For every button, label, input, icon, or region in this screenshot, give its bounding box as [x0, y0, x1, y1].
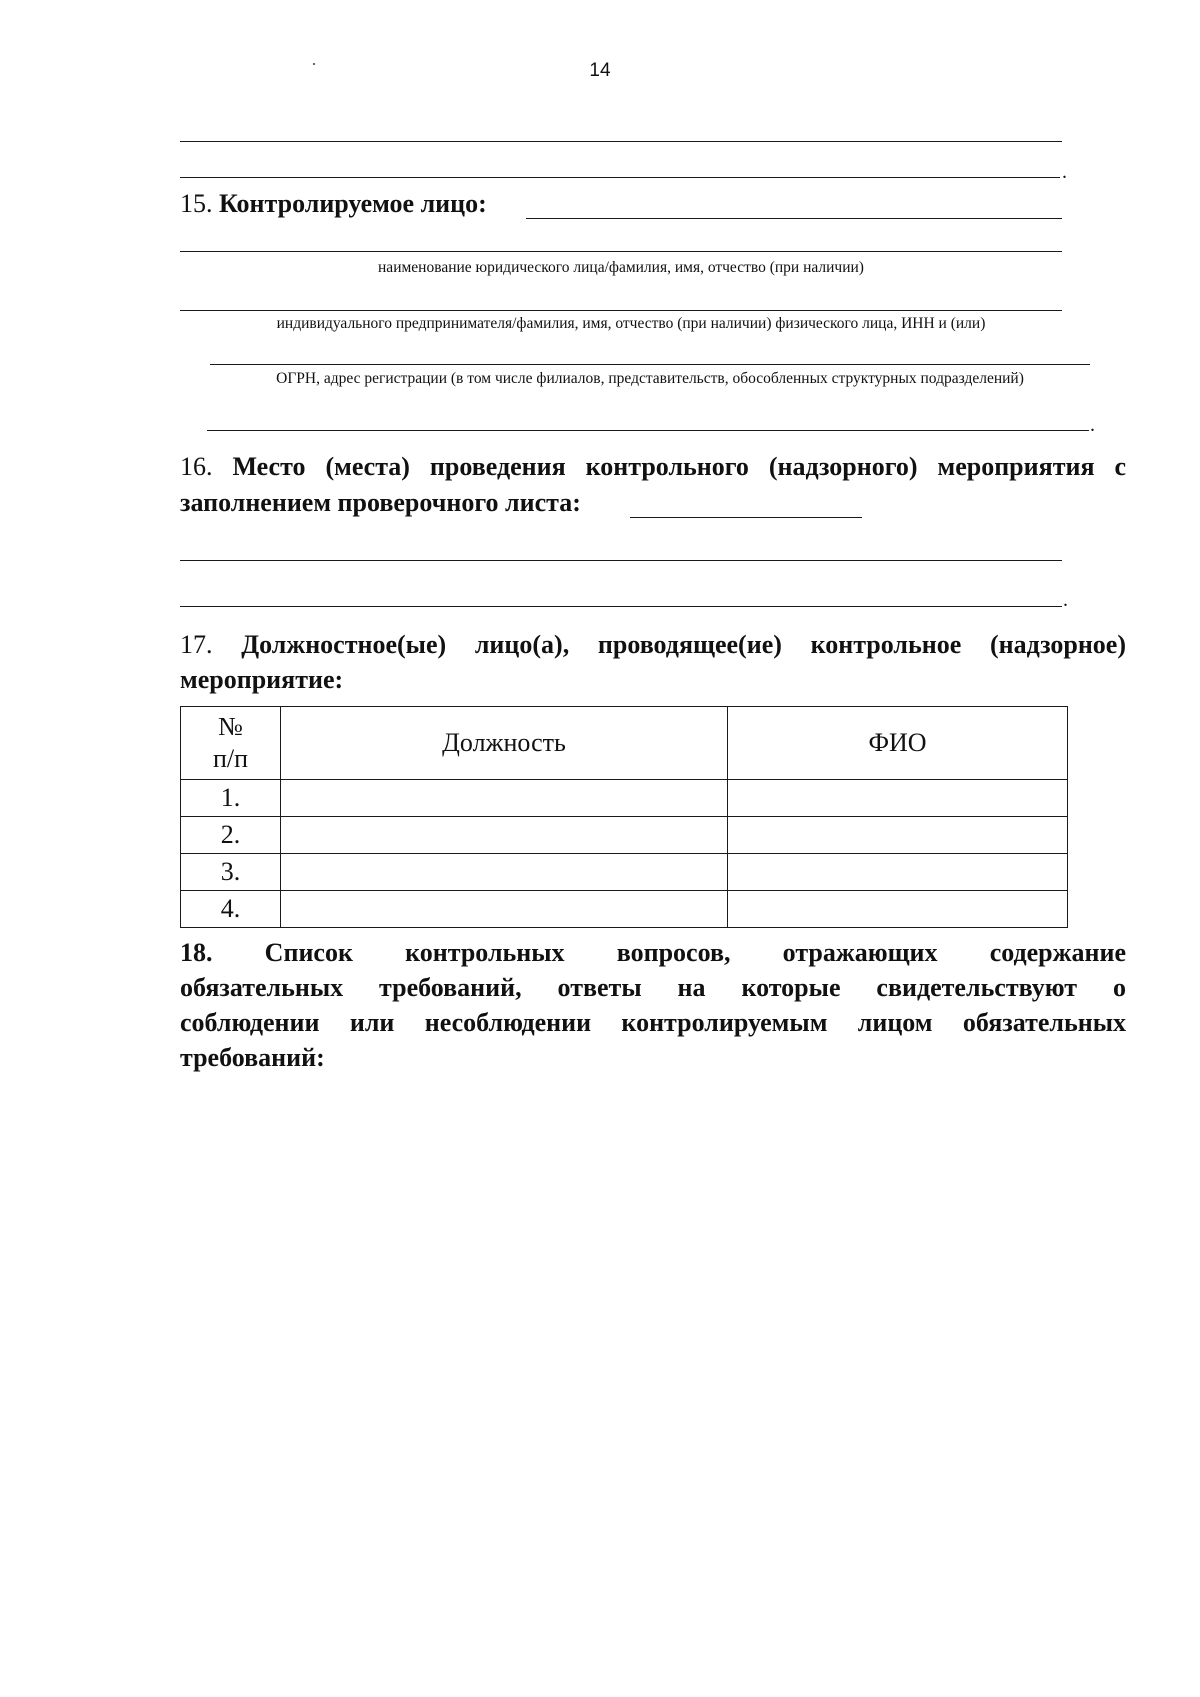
blank-line [180, 177, 1060, 178]
row-number: 2. [181, 817, 281, 854]
item18-text-line3: соблюдении или несоблюдении контролируемым лицом обязательных [180, 1008, 1126, 1037]
item17-text-line1: Должностное(ые) лицо(а), проводящее(ие) контрольное (надзорное) [241, 630, 1126, 659]
item18-heading-line4 [180, 1040, 325, 1076]
header-name: ФИО [728, 707, 1068, 780]
name-cell[interactable] [728, 891, 1068, 928]
item16-answer-line[interactable] [630, 517, 862, 518]
item15-label: Контролируемое лицо: [219, 189, 487, 218]
item17-number: 17. [180, 630, 213, 659]
line-end-period: . [1062, 161, 1067, 183]
item16-text-line1: Место (места) проведения контрольного (надзорного) мероприятия с [232, 452, 1127, 481]
position-cell[interactable] [281, 891, 728, 928]
item16-number: 16. [180, 452, 213, 481]
table-row [181, 817, 1068, 854]
item17-text-line2: мероприятие: [180, 665, 344, 694]
item15-heading [180, 186, 487, 222]
item16-heading-line2 [180, 485, 581, 521]
item15-fill-line-3[interactable] [210, 364, 1090, 365]
item15-fill-line-4[interactable] [207, 430, 1089, 431]
item16-fill-line-2[interactable] [180, 606, 1062, 607]
position-cell[interactable] [281, 854, 728, 891]
header-position: Должность [281, 707, 728, 780]
header-num-symbol: № [218, 712, 243, 741]
item17-heading-line2 [180, 662, 343, 698]
row-number: 3. [181, 854, 281, 891]
position-cell[interactable] [281, 780, 728, 817]
line-end-period: . [1063, 589, 1068, 611]
position-cell[interactable] [281, 817, 728, 854]
scan-speck [313, 63, 315, 65]
table-row [181, 854, 1068, 891]
item15-fill-line-1[interactable] [180, 251, 1062, 252]
line-end-period: . [1090, 414, 1095, 436]
officials-table-header [181, 707, 1068, 780]
item15-answer-line[interactable] [526, 218, 1062, 219]
name-cell[interactable] [728, 854, 1068, 891]
page-number: 14 [589, 60, 611, 81]
row-number: 4. [181, 891, 281, 928]
item18-text-line2: обязательных требований, ответы на которые свидетельствуют о [180, 973, 1126, 1002]
item17-heading-line1 [180, 627, 1126, 663]
item18-heading-line2 [180, 970, 1126, 1006]
item15-number: 15. [180, 189, 213, 218]
item16-heading-line1 [180, 449, 1126, 485]
table-row [181, 780, 1068, 817]
item15-caption-3: ОГРН, адрес регистрации (в том числе филиалов, представительств, обособленных структурных подразделений) [276, 370, 1024, 387]
name-cell[interactable] [728, 780, 1068, 817]
item16-fill-line-1[interactable] [180, 560, 1062, 561]
item18-text-line4: требований: [180, 1043, 325, 1072]
header-num [181, 707, 281, 780]
officials-table [180, 706, 1068, 928]
item16-text-line2: заполнением проверочного листа: [180, 488, 581, 517]
item18-text-line1: 18. Список контрольных вопросов, отражающих содержание [180, 938, 1126, 967]
item15-caption-2: индивидуального предпринимателя/фамилия, имя, отчество (при наличии) физического лица, ИНН и (или) [276, 315, 986, 332]
item15-fill-line-2[interactable] [180, 310, 1062, 311]
header-num-abbr: п/п [212, 744, 249, 773]
item15-caption-1: наименование юридического лица/фамилия, имя, отчество (при наличии) [378, 259, 864, 276]
row-number: 1. [181, 780, 281, 817]
item18-heading-line3 [180, 1005, 1126, 1041]
blank-line [180, 141, 1062, 142]
item18-heading-line1 [180, 935, 1126, 971]
name-cell[interactable] [728, 817, 1068, 854]
table-row [181, 891, 1068, 928]
